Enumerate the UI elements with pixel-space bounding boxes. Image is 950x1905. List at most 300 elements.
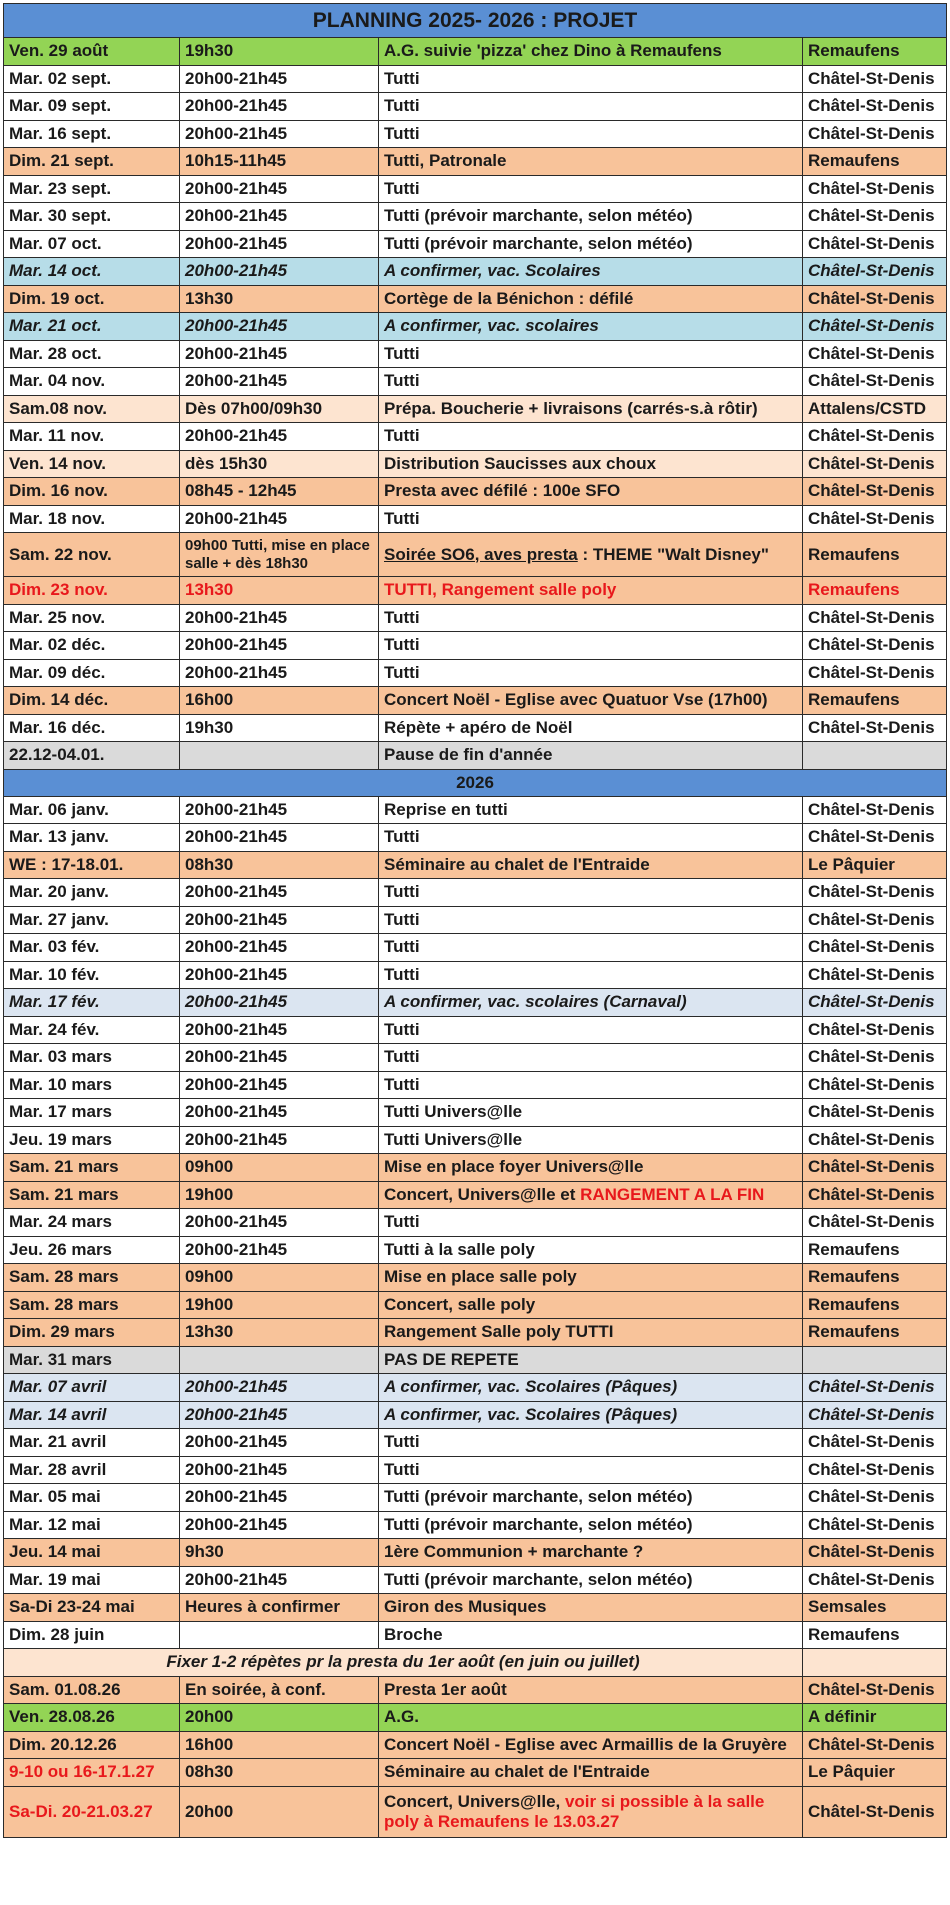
time-cell: 20h00-21h45 bbox=[180, 989, 379, 1017]
time-cell bbox=[180, 1346, 379, 1374]
place-cell: Remaufens bbox=[803, 533, 947, 577]
place-cell: Châtel-St-Denis bbox=[803, 1126, 947, 1154]
place-cell: Châtel-St-Denis bbox=[803, 1676, 947, 1704]
place-cell: Remaufens bbox=[803, 1264, 947, 1292]
place-cell bbox=[803, 742, 947, 770]
schedule-row bbox=[4, 258, 947, 286]
event-cell: Tutti bbox=[379, 659, 803, 687]
place-cell: Châtel-St-Denis bbox=[803, 714, 947, 742]
place-cell: Châtel-St-Denis bbox=[803, 824, 947, 852]
place-cell: Châtel-St-Denis bbox=[803, 175, 947, 203]
schedule-row bbox=[4, 120, 947, 148]
event-cell: A confirmer, vac. Scolaires bbox=[379, 258, 803, 286]
place-cell: Châtel-St-Denis bbox=[803, 1154, 947, 1182]
event-cell: A confirmer, vac. scolaires bbox=[379, 313, 803, 341]
event-red-text: RANGEMENT A LA FIN bbox=[580, 1184, 765, 1204]
time-cell: 16h00 bbox=[180, 687, 379, 715]
place-cell: Châtel-St-Denis bbox=[803, 1429, 947, 1457]
event-cell bbox=[379, 1786, 803, 1837]
place-cell: Châtel-St-Denis bbox=[803, 906, 947, 934]
date-cell: Mar. 27 janv. bbox=[4, 906, 180, 934]
time-cell: 20h00-21h45 bbox=[180, 934, 379, 962]
time-cell: 20h00-21h45 bbox=[180, 1484, 379, 1512]
place-cell: Châtel-St-Denis bbox=[803, 368, 947, 396]
date-cell: Dim. 19 oct. bbox=[4, 285, 180, 313]
date-cell: Mar. 03 mars bbox=[4, 1044, 180, 1072]
event-cell: A confirmer, vac. Scolaires (Pâques) bbox=[379, 1374, 803, 1402]
place-cell: Châtel-St-Denis bbox=[803, 285, 947, 313]
place-cell: Châtel-St-Denis bbox=[803, 478, 947, 506]
schedule-row bbox=[4, 934, 947, 962]
time-cell: 20h00-21h45 bbox=[180, 1429, 379, 1457]
place-cell: Châtel-St-Denis bbox=[803, 313, 947, 341]
date-cell: Dim. 29 mars bbox=[4, 1319, 180, 1347]
time-cell: 20h00-21h45 bbox=[180, 824, 379, 852]
time-cell: 20h00-21h45 bbox=[180, 93, 379, 121]
date-cell: Jeu. 19 mars bbox=[4, 1126, 180, 1154]
event-cell: A.G. suivie 'pizza' chez Dino à Remaufens bbox=[379, 38, 803, 66]
place-cell: Châtel-St-Denis bbox=[803, 1181, 947, 1209]
event-cell: Tutti bbox=[379, 1071, 803, 1099]
date-cell: Ven. 28.08.26 bbox=[4, 1704, 180, 1732]
date-cell: Mar. 16 sept. bbox=[4, 120, 180, 148]
place-cell: Châtel-St-Denis bbox=[803, 632, 947, 660]
place-cell: Châtel-St-Denis bbox=[803, 1566, 947, 1594]
note-row bbox=[4, 1649, 947, 1677]
event-cell: TUTTI, Rangement salle poly bbox=[379, 577, 803, 605]
time-cell: 20h00-21h45 bbox=[180, 258, 379, 286]
time-cell: 16h00 bbox=[180, 1731, 379, 1759]
date-cell: Mar. 24 fév. bbox=[4, 1016, 180, 1044]
place-cell: Châtel-St-Denis bbox=[803, 934, 947, 962]
date-cell: Mar. 23 sept. bbox=[4, 175, 180, 203]
date-cell: Mar. 31 mars bbox=[4, 1346, 180, 1374]
place-cell: Châtel-St-Denis bbox=[803, 1786, 947, 1837]
event-cell: 1ère Communion + marchante ? bbox=[379, 1539, 803, 1567]
page-title: PLANNING 2025- 2026 : PROJET bbox=[4, 4, 947, 38]
event-cell: Tutti bbox=[379, 934, 803, 962]
schedule-row bbox=[4, 1566, 947, 1594]
schedule-row bbox=[4, 1484, 947, 1512]
event-cell: Tutti bbox=[379, 604, 803, 632]
time-cell: 20h00-21h45 bbox=[180, 203, 379, 231]
place-cell: Remaufens bbox=[803, 1319, 947, 1347]
event-cell: Tutti bbox=[379, 1016, 803, 1044]
date-cell: Mar. 07 avril bbox=[4, 1374, 180, 1402]
schedule-row bbox=[4, 368, 947, 396]
time-cell: 13h30 bbox=[180, 1319, 379, 1347]
time-cell: 20h00-21h45 bbox=[180, 1016, 379, 1044]
time-cell: 9h30 bbox=[180, 1539, 379, 1567]
schedule-row bbox=[4, 175, 947, 203]
schedule-row bbox=[4, 1594, 947, 1622]
event-cell: Tutti Univers@lle bbox=[379, 1099, 803, 1127]
date-cell: Mar. 20 janv. bbox=[4, 879, 180, 907]
date-cell: Dim. 28 juin bbox=[4, 1621, 180, 1649]
time-cell: 19h00 bbox=[180, 1291, 379, 1319]
date-cell: Dim. 20.12.26 bbox=[4, 1731, 180, 1759]
event-text: Concert, Univers@lle, bbox=[384, 1791, 565, 1811]
place-cell: Châtel-St-Denis bbox=[803, 120, 947, 148]
event-cell: Tutti bbox=[379, 961, 803, 989]
place-cell: Remaufens bbox=[803, 148, 947, 176]
place-cell: Le Pâquier bbox=[803, 1759, 947, 1787]
schedule-row bbox=[4, 1539, 947, 1567]
time-cell: 20h00-21h45 bbox=[180, 1566, 379, 1594]
schedule-row bbox=[4, 1209, 947, 1237]
date-cell: Mar. 14 avril bbox=[4, 1401, 180, 1429]
time-cell: 20h00-21h45 bbox=[180, 368, 379, 396]
schedule-row bbox=[4, 1126, 947, 1154]
place-cell: Remaufens bbox=[803, 38, 947, 66]
date-cell: Sam. 22 nov. bbox=[4, 533, 180, 577]
place-cell: Châtel-St-Denis bbox=[803, 1099, 947, 1127]
date-cell: Sa-Di. 20-21.03.27 bbox=[4, 1786, 180, 1837]
place-cell: Châtel-St-Denis bbox=[803, 258, 947, 286]
time-cell: 20h00-21h45 bbox=[180, 340, 379, 368]
schedule-row bbox=[4, 1374, 947, 1402]
event-cell: Mise en place foyer Univers@lle bbox=[379, 1154, 803, 1182]
date-cell: Sam. 01.08.26 bbox=[4, 1676, 180, 1704]
schedule-row bbox=[4, 1044, 947, 1072]
date-cell: Jeu. 14 mai bbox=[4, 1539, 180, 1567]
time-cell: 13h30 bbox=[180, 285, 379, 313]
date-cell: Mar. 18 nov. bbox=[4, 505, 180, 533]
event-underlined-text: Soirée SO6, aves presta bbox=[384, 544, 578, 564]
schedule-row bbox=[4, 1786, 947, 1837]
time-cell: 20h00-21h45 bbox=[180, 423, 379, 451]
date-cell: Mar. 09 déc. bbox=[4, 659, 180, 687]
time-cell: 20h00-21h45 bbox=[180, 120, 379, 148]
date-cell: Mar. 07 oct. bbox=[4, 230, 180, 258]
year-label: 2026 bbox=[4, 769, 947, 796]
event-cell: Tutti bbox=[379, 423, 803, 451]
date-cell: Dim. 16 nov. bbox=[4, 478, 180, 506]
date-cell: Mar. 17 mars bbox=[4, 1099, 180, 1127]
event-cell: A confirmer, vac. Scolaires (Pâques) bbox=[379, 1401, 803, 1429]
event-cell: Tutti bbox=[379, 65, 803, 93]
schedule-row bbox=[4, 1759, 947, 1787]
schedule-row bbox=[4, 1704, 947, 1732]
time-cell bbox=[180, 742, 379, 770]
place-cell: A définir bbox=[803, 1704, 947, 1732]
schedule-row bbox=[4, 148, 947, 176]
schedule-row bbox=[4, 1429, 947, 1457]
event-cell: Presta 1er août bbox=[379, 1676, 803, 1704]
event-cell: Tutti (prévoir marchante, selon météo) bbox=[379, 1566, 803, 1594]
schedule-row bbox=[4, 423, 947, 451]
event-cell bbox=[379, 533, 803, 577]
schedule-row bbox=[4, 285, 947, 313]
time-cell: 08h45 - 12h45 bbox=[180, 478, 379, 506]
event-cell: Tutti bbox=[379, 1044, 803, 1072]
date-cell: Ven. 14 nov. bbox=[4, 450, 180, 478]
schedule-row bbox=[4, 65, 947, 93]
place-cell: Châtel-St-Denis bbox=[803, 989, 947, 1017]
place-cell: Châtel-St-Denis bbox=[803, 1209, 947, 1237]
time-cell: 20h00-21h45 bbox=[180, 1071, 379, 1099]
place-cell bbox=[803, 1649, 947, 1677]
event-red-text: voir si possible à la salle poly à Remaufens le 13.03.27 bbox=[384, 1791, 765, 1831]
event-cell: Répète + apéro de Noël bbox=[379, 714, 803, 742]
schedule-row bbox=[4, 1264, 947, 1292]
place-cell: Châtel-St-Denis bbox=[803, 1016, 947, 1044]
time-cell: 08h30 bbox=[180, 851, 379, 879]
place-cell: Semsales bbox=[803, 1594, 947, 1622]
schedule-row bbox=[4, 824, 947, 852]
date-cell: Mar. 17 fév. bbox=[4, 989, 180, 1017]
event-cell: Rangement Salle poly TUTTI bbox=[379, 1319, 803, 1347]
time-cell: 20h00-21h45 bbox=[180, 632, 379, 660]
date-cell: Mar. 04 nov. bbox=[4, 368, 180, 396]
event-cell: Tutti bbox=[379, 120, 803, 148]
schedule-row bbox=[4, 1456, 947, 1484]
time-cell: 13h30 bbox=[180, 577, 379, 605]
time-cell: 20h00-21h45 bbox=[180, 604, 379, 632]
event-cell: Tutti, Patronale bbox=[379, 148, 803, 176]
event-cell: Tutti bbox=[379, 906, 803, 934]
date-cell: Mar. 28 avril bbox=[4, 1456, 180, 1484]
time-cell: 08h30 bbox=[180, 1759, 379, 1787]
place-cell: Châtel-St-Denis bbox=[803, 879, 947, 907]
schedule-row bbox=[4, 1731, 947, 1759]
schedule-row bbox=[4, 577, 947, 605]
place-cell: Châtel-St-Denis bbox=[803, 796, 947, 824]
event-cell: Tutti bbox=[379, 1209, 803, 1237]
date-cell: Mar. 24 mars bbox=[4, 1209, 180, 1237]
schedule-row bbox=[4, 989, 947, 1017]
place-cell: Remaufens bbox=[803, 1621, 947, 1649]
time-cell: 20h00-21h45 bbox=[180, 1374, 379, 1402]
event-cell: Tutti bbox=[379, 340, 803, 368]
schedule-row bbox=[4, 1016, 947, 1044]
date-cell: Mar. 21 avril bbox=[4, 1429, 180, 1457]
event-cell: A confirmer, vac. scolaires (Carnaval) bbox=[379, 989, 803, 1017]
schedule-row bbox=[4, 1621, 947, 1649]
time-cell: 20h00-21h45 bbox=[180, 1401, 379, 1429]
schedule-row bbox=[4, 533, 947, 577]
place-cell: Châtel-St-Denis bbox=[803, 93, 947, 121]
event-cell: Concert Noël - Eglise avec Quatuor Vse (17h00) bbox=[379, 687, 803, 715]
place-cell: Châtel-St-Denis bbox=[803, 450, 947, 478]
schedule-row bbox=[4, 1236, 947, 1264]
time-cell: 20h00-21h45 bbox=[180, 1236, 379, 1264]
time-cell: 20h00-21h45 bbox=[180, 175, 379, 203]
date-cell: Mar. 02 sept. bbox=[4, 65, 180, 93]
place-cell: Châtel-St-Denis bbox=[803, 65, 947, 93]
schedule-row bbox=[4, 659, 947, 687]
place-cell: Châtel-St-Denis bbox=[803, 1731, 947, 1759]
time-cell: Dès 07h00/09h30 bbox=[180, 395, 379, 423]
schedule-row bbox=[4, 851, 947, 879]
event-cell: Concert, salle poly bbox=[379, 1291, 803, 1319]
event-cell: Tutti bbox=[379, 93, 803, 121]
event-cell: Tutti (prévoir marchante, selon météo) bbox=[379, 1484, 803, 1512]
time-cell: 20h00-21h45 bbox=[180, 879, 379, 907]
schedule-row bbox=[4, 632, 947, 660]
time-cell: Heures à confirmer bbox=[180, 1594, 379, 1622]
schedule-row bbox=[4, 604, 947, 632]
time-cell bbox=[180, 1621, 379, 1649]
event-cell: Pause de fin d'année bbox=[379, 742, 803, 770]
date-cell: 22.12-04.01. bbox=[4, 742, 180, 770]
event-cell: Tutti Univers@lle bbox=[379, 1126, 803, 1154]
event-cell: Tutti bbox=[379, 879, 803, 907]
schedule-row bbox=[4, 1154, 947, 1182]
place-cell bbox=[803, 1346, 947, 1374]
date-cell: Mar. 21 oct. bbox=[4, 313, 180, 341]
event-cell: Tutti à la salle poly bbox=[379, 1236, 803, 1264]
time-cell: 20h00-21h45 bbox=[180, 1044, 379, 1072]
event-cell: Reprise en tutti bbox=[379, 796, 803, 824]
schedule-row bbox=[4, 687, 947, 715]
schedule-row bbox=[4, 714, 947, 742]
time-cell: 20h00-21h45 bbox=[180, 1511, 379, 1539]
event-cell: Concert Noël - Eglise avec Armaillis de la Gruyère bbox=[379, 1731, 803, 1759]
event-cell: Tutti bbox=[379, 1456, 803, 1484]
date-cell: Mar. 02 déc. bbox=[4, 632, 180, 660]
place-cell: Châtel-St-Denis bbox=[803, 1374, 947, 1402]
event-cell: Tutti bbox=[379, 505, 803, 533]
place-cell: Châtel-St-Denis bbox=[803, 1456, 947, 1484]
date-cell: Dim. 23 nov. bbox=[4, 577, 180, 605]
schedule-row bbox=[4, 395, 947, 423]
date-cell: Mar. 10 mars bbox=[4, 1071, 180, 1099]
date-cell: Mar. 10 fév. bbox=[4, 961, 180, 989]
place-cell: Châtel-St-Denis bbox=[803, 961, 947, 989]
schedule-row bbox=[4, 1346, 947, 1374]
place-cell: Châtel-St-Denis bbox=[803, 659, 947, 687]
date-cell: Sam.08 nov. bbox=[4, 395, 180, 423]
time-cell: 20h00-21h45 bbox=[180, 230, 379, 258]
planning-table bbox=[3, 3, 947, 1838]
event-cell: Cortège de la Bénichon : défilé bbox=[379, 285, 803, 313]
schedule-row bbox=[4, 1401, 947, 1429]
place-cell: Châtel-St-Denis bbox=[803, 423, 947, 451]
date-cell: Mar. 30 sept. bbox=[4, 203, 180, 231]
year-separator-row bbox=[4, 769, 947, 796]
time-cell: 20h00-21h45 bbox=[180, 1209, 379, 1237]
place-cell: Châtel-St-Denis bbox=[803, 505, 947, 533]
schedule-row bbox=[4, 961, 947, 989]
schedule-row bbox=[4, 340, 947, 368]
place-cell: Châtel-St-Denis bbox=[803, 203, 947, 231]
time-cell: 20h00-21h45 bbox=[180, 659, 379, 687]
time-cell: 20h00-21h45 bbox=[180, 313, 379, 341]
date-cell: Mar. 06 janv. bbox=[4, 796, 180, 824]
event-cell: Broche bbox=[379, 1621, 803, 1649]
event-cell: Prépa. Boucherie + livraisons (carrés-s.à rôtir) bbox=[379, 395, 803, 423]
event-cell: Mise en place salle poly bbox=[379, 1264, 803, 1292]
time-cell: 09h00 bbox=[180, 1154, 379, 1182]
time-cell: En soirée, à conf. bbox=[180, 1676, 379, 1704]
schedule-row bbox=[4, 203, 947, 231]
date-cell: Mar. 05 mai bbox=[4, 1484, 180, 1512]
date-cell: Sam. 21 mars bbox=[4, 1181, 180, 1209]
schedule-row bbox=[4, 478, 947, 506]
schedule-row bbox=[4, 1676, 947, 1704]
time-cell: 10h15-11h45 bbox=[180, 148, 379, 176]
date-cell: Mar. 28 oct. bbox=[4, 340, 180, 368]
place-cell: Châtel-St-Denis bbox=[803, 1511, 947, 1539]
time-cell: 20h00-21h45 bbox=[180, 1126, 379, 1154]
place-cell: Remaufens bbox=[803, 1236, 947, 1264]
time-cell: 20h00-21h45 bbox=[180, 65, 379, 93]
event-cell: Tutti (prévoir marchante, selon météo) bbox=[379, 203, 803, 231]
date-cell: Mar. 14 oct. bbox=[4, 258, 180, 286]
event-cell: Tutti bbox=[379, 824, 803, 852]
date-cell: Sam. 28 mars bbox=[4, 1291, 180, 1319]
schedule-row bbox=[4, 1291, 947, 1319]
date-cell: Mar. 13 janv. bbox=[4, 824, 180, 852]
place-cell: Châtel-St-Denis bbox=[803, 1484, 947, 1512]
event-cell: Tutti bbox=[379, 1429, 803, 1457]
title-row bbox=[4, 4, 947, 38]
date-cell: Mar. 19 mai bbox=[4, 1566, 180, 1594]
date-cell: Mar. 12 mai bbox=[4, 1511, 180, 1539]
place-cell: Le Pâquier bbox=[803, 851, 947, 879]
date-cell: WE : 17-18.01. bbox=[4, 851, 180, 879]
time-cell: 20h00 bbox=[180, 1786, 379, 1837]
place-cell: Remaufens bbox=[803, 577, 947, 605]
date-cell: Sam. 21 mars bbox=[4, 1154, 180, 1182]
time-cell: 20h00-21h45 bbox=[180, 1099, 379, 1127]
schedule-row bbox=[4, 93, 947, 121]
place-cell: Châtel-St-Denis bbox=[803, 230, 947, 258]
event-cell: Distribution Saucisses aux choux bbox=[379, 450, 803, 478]
schedule-row bbox=[4, 742, 947, 770]
time-cell: 09h00 Tutti, mise en place salle + dès 18h30 bbox=[180, 533, 379, 577]
time-cell: 20h00-21h45 bbox=[180, 961, 379, 989]
date-cell: Sa-Di 23-24 mai bbox=[4, 1594, 180, 1622]
event-cell: PAS DE REPETE bbox=[379, 1346, 803, 1374]
place-cell: Attalens/CSTD bbox=[803, 395, 947, 423]
schedule-row bbox=[4, 450, 947, 478]
place-cell: Châtel-St-Denis bbox=[803, 1401, 947, 1429]
schedule-row bbox=[4, 1181, 947, 1209]
place-cell: Châtel-St-Denis bbox=[803, 1044, 947, 1072]
event-text: Concert, Univers@lle et bbox=[384, 1184, 581, 1204]
date-cell: Mar. 25 nov. bbox=[4, 604, 180, 632]
schedule-row bbox=[4, 1319, 947, 1347]
date-cell: Sam. 28 mars bbox=[4, 1264, 180, 1292]
time-cell: 19h30 bbox=[180, 714, 379, 742]
note-cell: Fixer 1-2 répètes pr la presta du 1er août (en juin ou juillet) bbox=[4, 1649, 803, 1677]
event-cell: Séminaire au chalet de l'Entraide bbox=[379, 851, 803, 879]
event-cell bbox=[379, 1181, 803, 1209]
date-cell: Ven. 29 août bbox=[4, 38, 180, 66]
time-cell: 19h00 bbox=[180, 1181, 379, 1209]
schedule-row bbox=[4, 1099, 947, 1127]
date-cell: Mar. 03 fév. bbox=[4, 934, 180, 962]
date-cell: Mar. 11 nov. bbox=[4, 423, 180, 451]
event-cell: Tutti (prévoir marchante, selon météo) bbox=[379, 1511, 803, 1539]
event-cell: Tutti bbox=[379, 632, 803, 660]
event-cell: Tutti bbox=[379, 368, 803, 396]
date-cell: Mar. 09 sept. bbox=[4, 93, 180, 121]
event-theme-text: : THEME "Walt Disney" bbox=[577, 544, 769, 564]
event-cell: Presta avec défilé : 100e SFO bbox=[379, 478, 803, 506]
schedule-row bbox=[4, 1071, 947, 1099]
event-cell: Giron des Musiques bbox=[379, 1594, 803, 1622]
date-cell: Jeu. 26 mars bbox=[4, 1236, 180, 1264]
place-cell: Remaufens bbox=[803, 1291, 947, 1319]
event-cell: Tutti (prévoir marchante, selon météo) bbox=[379, 230, 803, 258]
schedule-row bbox=[4, 1511, 947, 1539]
schedule-row bbox=[4, 505, 947, 533]
date-cell: Mar. 16 déc. bbox=[4, 714, 180, 742]
place-cell: Châtel-St-Denis bbox=[803, 340, 947, 368]
